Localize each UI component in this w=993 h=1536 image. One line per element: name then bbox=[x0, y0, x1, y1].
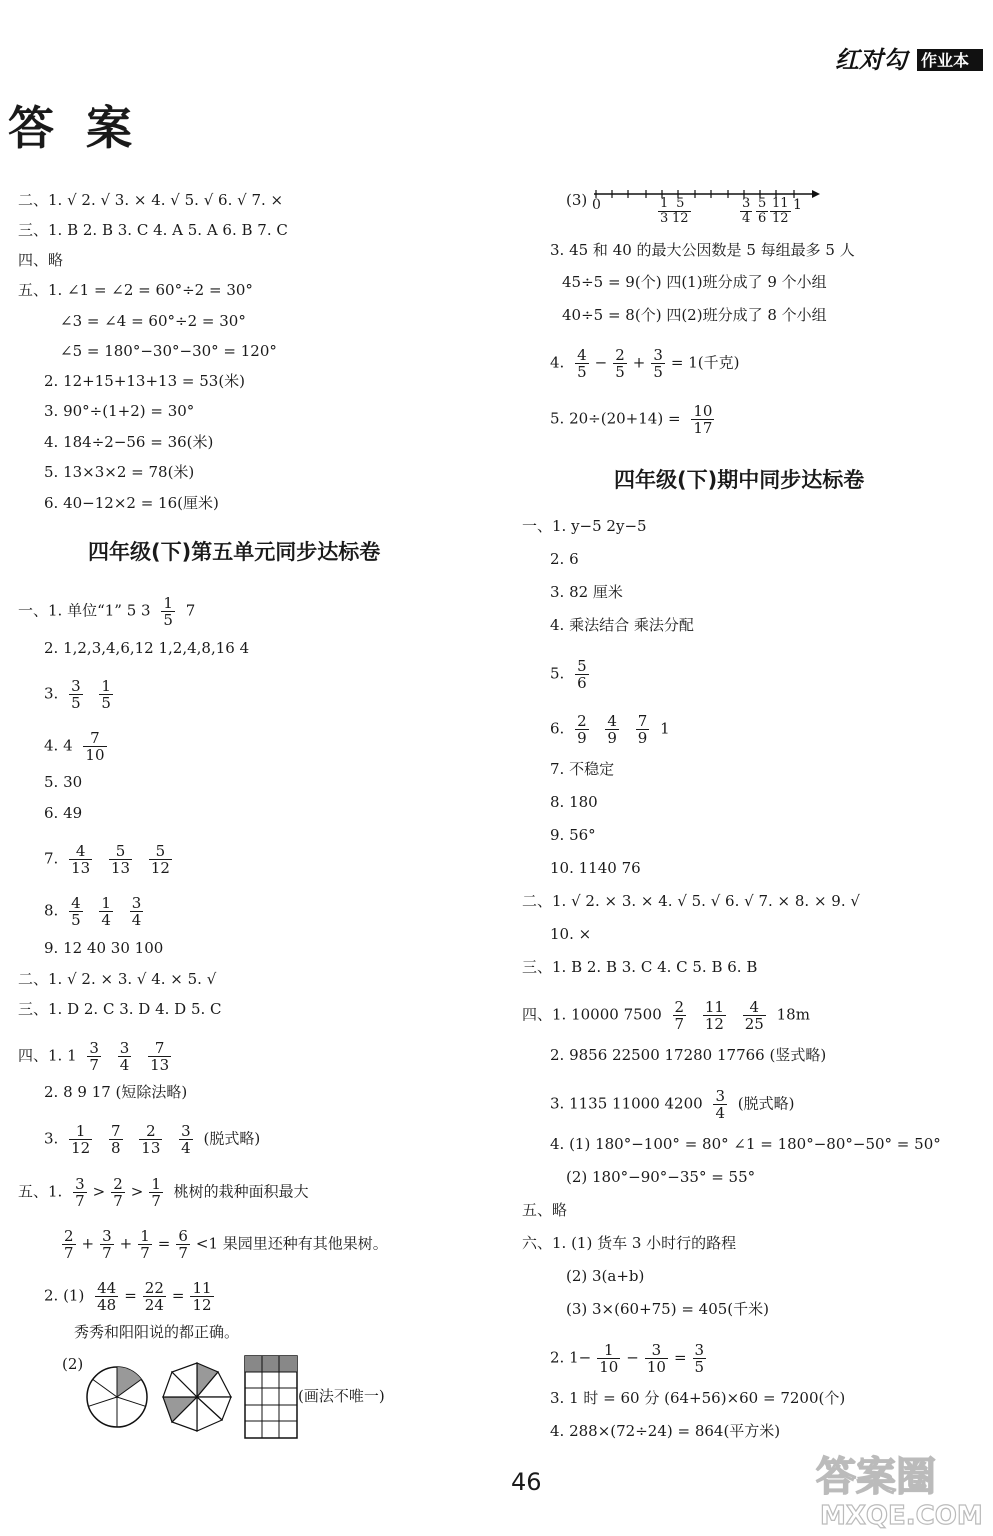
number-line-tick-label: $\frac{11}{12}$ bbox=[772, 196, 789, 226]
answer-line: 秀秀和阳阳说的都正确。 bbox=[74, 1323, 240, 1341]
answer-line: 3. $\frac{3}{5}$ $\frac{1}{5}$ bbox=[44, 677, 111, 712]
answer-line: 三、1. D 2. C 3. D 4. D 5. C bbox=[18, 1000, 222, 1018]
page-number: 46 bbox=[511, 1468, 542, 1496]
number-line-label: (3) bbox=[566, 191, 588, 209]
answer-line: 5. 13×3×2 = 78(米) bbox=[44, 463, 195, 481]
answer-line: 4. 乘法结合 乘法分配 bbox=[550, 616, 694, 634]
answer-line: 二、1. √ 2. √ 3. × 4. √ 5. √ 6. √ 7. × bbox=[18, 191, 284, 209]
answer-line: 40÷5 = 8(个) 四(2)班分成了 8 个小组 bbox=[562, 306, 827, 324]
answer-line: 四、略 bbox=[18, 251, 64, 269]
answer-line: 3. 90°÷(1+2) = 30° bbox=[44, 402, 195, 420]
answer-line: (2) 180°−90°−35° = 55° bbox=[566, 1168, 756, 1186]
answer-line: 2. 8 9 17 (短除法略) bbox=[44, 1083, 188, 1101]
section-title: 四年级(下)第五单元同步达标卷 bbox=[88, 540, 381, 564]
answer-line: 10. × bbox=[550, 925, 592, 943]
svg-text:MXQE.COM: MXQE.COM bbox=[820, 1501, 983, 1530]
number-line-tick-label: $\frac{1}{3}$ bbox=[660, 196, 669, 226]
answer-line: 5. 30 bbox=[44, 773, 83, 791]
number-line-tick-label: $\frac{5}{12}$ bbox=[672, 196, 689, 226]
answer-line: 5. 20÷(20+14) = $\frac{10}{17}$ bbox=[550, 402, 713, 437]
answer-line: 2. 1− $\frac{1}{10}$ − $\frac{3}{10}$ = $\frac{3}{5}$ bbox=[550, 1341, 705, 1376]
answer-line: 4. 4 $\frac{7}{10}$ bbox=[44, 729, 105, 764]
answer-line: 8. $\frac{4}{5}$ $\frac{1}{4}$ $\frac{3}{4}$ bbox=[44, 894, 142, 929]
answer-line: 二、1. √ 2. × 3. × 4. √ 5. √ 6. √ 7. × 8. × 9. √ bbox=[522, 892, 860, 910]
answer-line: 六、1. (1) 货车 3 小时行的路程 bbox=[522, 1234, 737, 1252]
answer-line: 4. 288×(72÷24) = 864(平方米) bbox=[550, 1422, 781, 1440]
answer-line: 8. 180 bbox=[550, 793, 598, 811]
answer-line: 2. 6 bbox=[550, 550, 579, 568]
answer-line: (3) 3×(60+75) = 405(千米) bbox=[566, 1300, 770, 1318]
answer-line: 9. 56° bbox=[550, 826, 596, 844]
answer-line: (2) 3(a+b) bbox=[566, 1267, 645, 1285]
answer-line: 一、1. y−5 2y−5 bbox=[522, 517, 647, 535]
number-line-zero: 0 bbox=[592, 197, 601, 213]
grid-figure bbox=[244, 1355, 298, 1439]
watermark-logo bbox=[812, 1448, 984, 1534]
answer-line: 4. (1) 180°−100° = 80° ∠1 = 180°−80°−50° = 50° bbox=[550, 1135, 941, 1153]
answer-line: 4. $\frac{4}{5}$ − $\frac{2}{5}$ + $\frac{3}{5}$ = 1(千克) bbox=[550, 346, 740, 381]
answer-line: 5. $\frac{5}{6}$ bbox=[550, 657, 587, 692]
answer-line: ∠5 = 180°−30°−30° = 120° bbox=[60, 342, 277, 360]
answer-line: 9. 12 40 30 100 bbox=[44, 939, 164, 957]
answer-line: $\frac{2}{7}$ + $\frac{3}{7}$ + $\frac{1}{7}$ = $\frac{6}{7}$ <1 果园里还种有其他果树。 bbox=[64, 1227, 388, 1262]
answer-note: (画法不唯一) bbox=[298, 1387, 385, 1405]
answer-line: 3. 82 厘米 bbox=[550, 583, 623, 601]
answer-line: ∠3 = ∠4 = 60°÷2 = 30° bbox=[60, 312, 246, 330]
section-title: 四年级(下)期中同步达标卷 bbox=[614, 468, 865, 492]
circle-figure bbox=[84, 1364, 150, 1430]
answer-line: 45÷5 = 9(个) 四(1)班分成了 9 个小组 bbox=[562, 273, 827, 291]
answer-line: 3. 45 和 40 的最大公因数是 5 每组最多 5 人 bbox=[550, 241, 855, 259]
answer-line: (2) bbox=[62, 1355, 84, 1373]
pinwheel-figure bbox=[160, 1360, 234, 1434]
page-title: 答 案 bbox=[8, 101, 141, 155]
answer-line: 五、1. $\frac{3}{7}$ > $\frac{2}{7}$ > $\frac{1}{7}$ 桃树的栽种面积最大 bbox=[18, 1175, 309, 1210]
answer-line: 7. 不稳定 bbox=[550, 760, 615, 778]
answer-line: 6. 49 bbox=[44, 804, 83, 822]
number-line-tick-label: $\frac{3}{4}$ bbox=[742, 196, 751, 226]
answer-line: 2. (1) $\frac{44}{48}$ = $\frac{22}{24}$ = $\frac{11}{12}$ bbox=[44, 1279, 212, 1314]
answer-line: 五、1. ∠1 = ∠2 = 60°÷2 = 30° bbox=[18, 281, 253, 299]
answer-line: 四、1. 10000 7500 $\frac{2}{7}$ $\frac{11}{12}$ $\frac{4}{25}$ 18m bbox=[522, 998, 810, 1033]
answer-line: 3. 1135 11000 4200 $\frac{3}{4}$ (脱式略) bbox=[550, 1087, 795, 1122]
answer-line: 3. $\frac{1}{12}$ $\frac{7}{8}$ $\frac{2}{13}$ $\frac{3}{4}$ (脱式略) bbox=[44, 1122, 261, 1157]
answer-line: 2. 12+15+13+13 = 53(米) bbox=[44, 372, 246, 390]
answer-line: 二、1. √ 2. × 3. √ 4. × 5. √ bbox=[18, 970, 217, 988]
answer-line: 2. 1,2,3,4,6,12 1,2,4,8,16 4 bbox=[44, 639, 250, 657]
answer-line: 2. 9856 22500 17280 17766 (竖式略) bbox=[550, 1046, 827, 1064]
answer-line: 7. $\frac{4}{13}$ $\frac{5}{13}$ $\frac{5}{12}$ bbox=[44, 842, 170, 877]
answer-line: 一、1. 单位“1” 5 3 $\frac{1}{5}$ 7 bbox=[18, 594, 196, 629]
brand-sub-text: 作业本 bbox=[921, 51, 970, 70]
number-line-one: 1 bbox=[793, 197, 802, 213]
answer-line: 4. 184÷2−56 = 36(米) bbox=[44, 433, 214, 451]
svg-text:答案圈: 答案圈 bbox=[816, 1454, 936, 1500]
answer-line: 三、1. B 2. B 3. C 4. A 5. A 6. B 7. C bbox=[18, 221, 288, 239]
answer-line: 三、1. B 2. B 3. C 4. C 5. B 6. B bbox=[522, 958, 758, 976]
answer-line: 10. 1140 76 bbox=[550, 859, 641, 877]
answer-line: 五、略 bbox=[522, 1201, 568, 1219]
number-line-tick-label: $\frac{5}{6}$ bbox=[758, 196, 767, 226]
answer-line: 6. 40−12×2 = 16(厘米) bbox=[44, 494, 219, 512]
answer-line: 四、1. 1 $\frac{3}{7}$ $\frac{3}{4}$ $\frac{7}{13}$ bbox=[18, 1039, 170, 1074]
answer-line: 3. 1 时 = 60 分 (64+56)×60 = 7200(个) bbox=[550, 1389, 846, 1407]
answer-line: 6. $\frac{2}{9}$ $\frac{4}{9}$ $\frac{7}{9}$ 1 bbox=[550, 712, 670, 747]
brand-logo bbox=[835, 44, 985, 78]
brand-text: 红对勾 bbox=[835, 46, 907, 74]
